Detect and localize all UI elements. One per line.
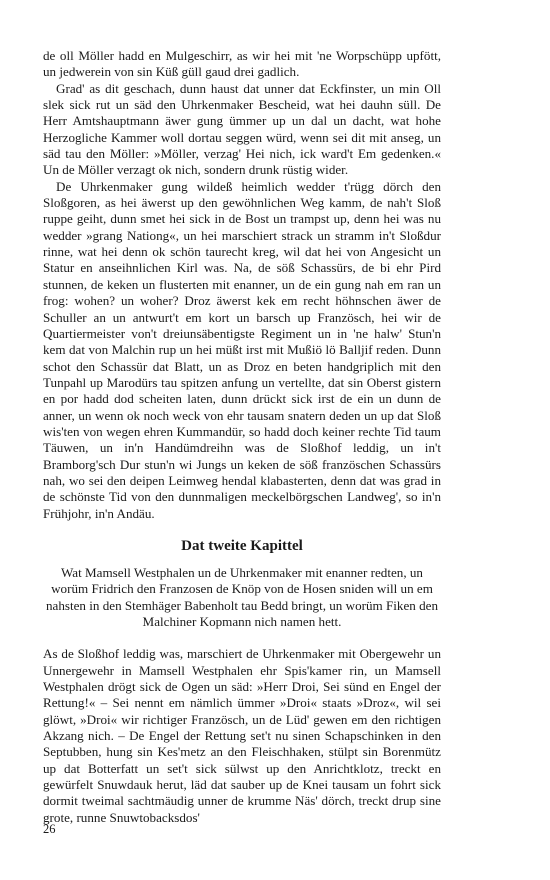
paragraph-3: De Uhrkenmaker gung wildeß heimlich wedder t'rügg dörch den Sloßgoren, as hei äwerst up den gewöhnlichen Weg kamm, de nah't Sloß ruppe geiht, dunn smet hei sick in de Bost un trampst up, denn hei was nu wedder »grang Nationg«, un hei marschiert strack un stramm in't Sloßdur rinne, wat hei denn ok schön taurecht kreg, wil dat hei von Angesicht un Statur en anseihnlichen Kirl was. Na, de söß Schassürs, de bi ehr Pird stunnen, de keken un flusterten mit enanner, un de ein gung nah em ran un frog: wohen? un woher? Droz äwerst kek em recht höhnschen äwer de Schuller an un antwurt't em kort un barsch up Französch, hei wir de Quartiermeister von't dreiunsäbentigste Regiment un in 'ne halw' Stun'n kem dat von Malchin rup un hei müßt irst mit Mußiö lö Balljif reden. Dunn schot den Schassür dat Blatt, un as Droz en beten handgriplich mit den Tunpahl up Marodürs tau spitzen anfung un vertellte, dat sin Oberst gistern en por hadd dod scheiten laten, dunn drückt sick irst de ein un dunn de anner, un wenn ok noch weck von ehr tausam snatern deden un up dat Sloß wis'ten von wegen ehren Kummandür, so hadd doch keiner rechte Tid taum Täuwen, un in'n Handümdreihn was de Sloßhof leddig, un in't Bramborg'sch Dur stun'n wi Jungs un keken de söß französchen Schassürs nah, wo sei den deipen Leimweg hendal klabasterten, denn dat was grad in de schönste Tid von den dunnmaligen meckelbörgschen Landweg', so in'n Frühjohr, in'n Andäu. [43,178,441,521]
paragraph-4: As de Sloßhof leddig was, marschiert de Uhrkenmaker mit Obergewehr un Unnergewehr in Mamsell Westphalen ehr Spis'kamer rin, un Mamsell Westphalen drögt sick de Ogen un säd: »Herr Droi, Sei sünd en Engel der Rettung!« – Sei nennt em nämlich ümmer »Droi« staats »Droz«, wil sei glöwt, »Droi« wir richtiger Französch, un de Lüd' gewen em den richtigen Akzang nich. – De Engel der Rettung set't nu sinen Schapschinken in den Septubben, hung sin Kes'metz an den Fleischhaken, stülpt sin Borenmütz up dat Botterfatt un set't sick sülwst up den Anrichtklotz, treckt en gewürfelt Snuwdauk herut, läd dat sauber up de Knei tausam un fohrt sick dormit tweimal sachtmäudig unner de krumme Näs' dörch, treckt drup sine grote, runne Snuwtobacksdos' [43,646,441,825]
paragraph-2: Grad' as dit geschach, dunn haust dat unner dat Eckfinster, un min Oll slek sick rut un säd den Uhrkenmaker Bescheid, wat hei dauhn süll. De Herr Amtshauptmann äwer gung ümmer up un dal un dacht, wat hohe Herzogliche Kammer woll dortau seggen würd, wenn sei dit mit anseg, un säd tau den Möller: »Möller, verzag' Hei nich, ick ward't Em gedenken.« Un de Möller verzagt ok nich, sondern drunk rüstig wider. [43,80,441,178]
paragraph-1: de oll Möller hadd en Mulgeschirr, as wir hei mit 'ne Worpschüpp upfött, un jedwerein von sin Küß güll gaud drei gadlich. [43,48,441,80]
chapter-summary: Wat Mamsell Westphalen un de Uhrkenmaker mit enanner redten, un worüm Fridrich den Franzosen de Knöp von de Hosen sniden will un em nahsten in den Stemhäger Babenholt tau Bedd bringt, un worüm Fiken den Malchiner Kopmann nich namen hett. [45,564,438,629]
page-number: 26 [43,822,56,836]
chapter-title: Dat tweite Kapittel [181,537,303,554]
text-column [43,48,441,826]
